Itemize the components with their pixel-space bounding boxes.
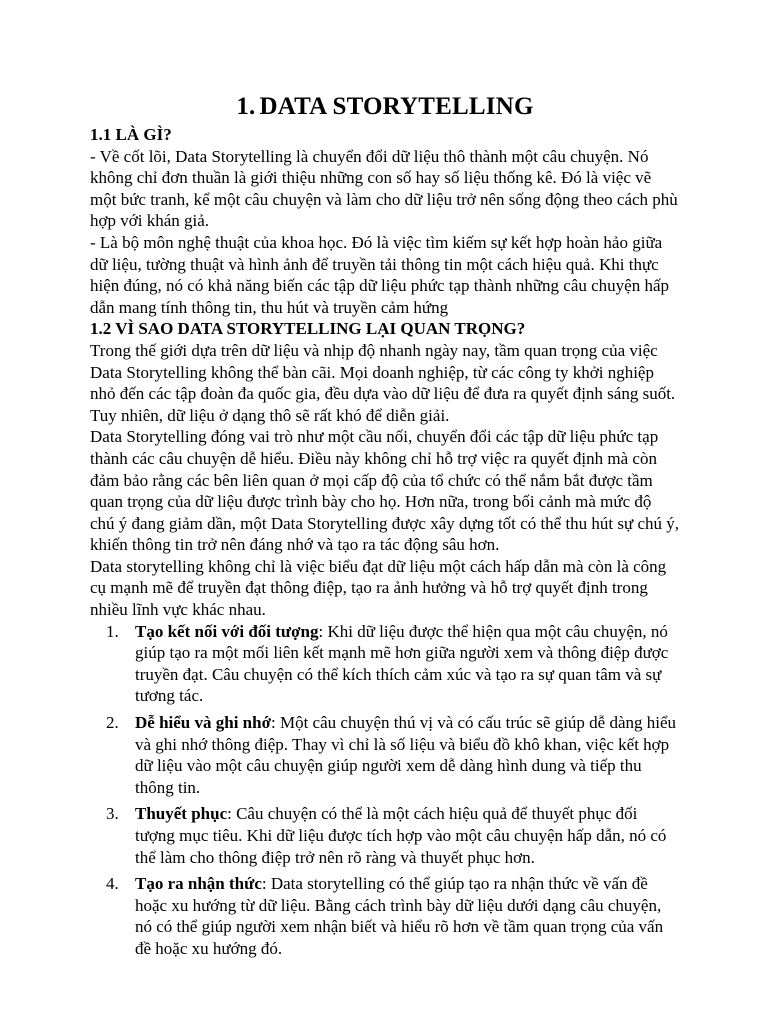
title-text: DATA STORYTELLING — [259, 93, 534, 120]
paragraph: Trong thế giới dựa trên dữ liệu và nhịp độ nhanh ngày nay, tầm quan trọng của việc Data Storytelling không thể bàn cãi. Mọi doanh nghiệp, từ các công ty khởi nghiệp nhỏ đến các tập đoàn đa quốc gia, đều dựa vào dữ liệu để đưa ra quyết định sáng suốt. Tuy nhiên, dữ liệu ở dạng thô sẽ rất khó để diễn giải. — [90, 340, 676, 425]
list-item — [106, 621, 680, 707]
list-item-term: Tạo ra nhận thức — [135, 874, 262, 894]
benefits-list — [90, 621, 680, 960]
list-item-text: : Data storytelling có thể giúp tạo ra nhận thức về vấn đề hoặc xu hướng từ dữ liệu. Bằng cách trình bày dữ liệu dưới dạng câu chuyện, nó có thể giúp người xem nhận biết và hiểu rõ hơn về tầm quan trọng của vấn đề hoặc xu hướng đó. — [135, 874, 664, 958]
list-marker: 4. — [106, 874, 119, 894]
list-item — [106, 803, 680, 868]
section-heading: 1.1 LÀ GÌ? — [90, 125, 172, 144]
list-item-text: : Một câu chuyện thú vị và có cấu trúc sẽ giúp dễ dàng hiểu và ghi nhớ thông điệp. Thay vì chỉ là số liệu và biểu đồ khô khan, việc kết hợp dữ liệu vào một câu chuyện giúp người xem dễ dàng hình dung và tiếp thu thông tin. — [135, 713, 677, 797]
document-title — [90, 92, 680, 122]
list-marker: 1. — [106, 621, 119, 641]
list-item-term: Thuyết phục — [135, 804, 228, 824]
paragraph: Data storytelling không chỉ là việc biểu đạt dữ liệu một cách hấp dẫn mà còn là công cụ mạnh mẽ để truyền đạt thông điệp, tạo ra ảnh hưởng và hỗ trợ quyết định trong nhiều lĩnh vực khác nhau. — [90, 556, 667, 620]
title-number: 1. — [236, 93, 256, 120]
list-item — [106, 712, 680, 798]
list-marker: 2. — [106, 713, 119, 733]
list-item-term: Dễ hiểu và ghi nhớ — [135, 713, 271, 733]
section-why-important — [90, 318, 680, 959]
list-item-term: Tạo kết nối với đối tượng — [135, 621, 319, 641]
list-item-text: : Câu chuyện có thể là một cách hiệu quả để thuyết phục đối tượng mục tiêu. Khi dữ liệu được tích hợp vào một câu chuyện hấp dẫn, nó có thể làm cho thông điệp trở nên rõ ràng và thuyết phục hơn. — [135, 804, 667, 867]
document-page — [90, 92, 680, 965]
section-what-is — [90, 124, 680, 318]
section-heading: 1.2 VÌ SAO DATA STORYTELLING LẠI QUAN TRỌNG? — [90, 319, 526, 339]
paragraph: - Về cốt lõi, Data Storytelling là chuyển đổi dữ liệu thô thành một câu chuyện. Nó không chỉ đơn thuần là giới thiệu những con số hay số liệu thống kê. Đó là việc vẽ một bức tranh, kể một câu chuyện và làm cho dữ liệu trở nên sống động theo cách phù hợp với khán giả. — [90, 146, 678, 231]
paragraph: - Là bộ môn nghệ thuật của khoa học. Đó là việc tìm kiếm sự kết hợp hoàn hảo giữa dữ liệu, tường thuật và hình ảnh để truyền tải thông tin một cách hiệu quả. Khi thực hiện đúng, nó có khả năng biến các tập dữ liệu phức tạp thành những câu chuyện hấp dẫn mang tính thông tin, thu hút và truyền cảm hứng — [90, 232, 670, 317]
paragraph: Data Storytelling đóng vai trò như một cầu nối, chuyển đổi các tập dữ liệu phức tạp thành các câu chuyện dễ hiểu. Điều này không chỉ hỗ trợ việc ra quyết định mà còn đảm bảo rằng các bên liên quan ở mọi cấp độ của tổ chức có thể nắm bắt được tầm quan trọng của dữ liệu được trình bày cho họ. Hơn nữa, trong bối cảnh mà mức độ chú ý đang giảm dần, một Data Storytelling được xây dựng tốt có thể thu hút sự chú ý, khiến thông tin trở nên đáng nhớ và tạo ra tác động sâu hơn. — [90, 427, 680, 555]
list-item — [106, 873, 680, 959]
list-item-text: : Khi dữ liệu được thể hiện qua một câu chuyện, nó giúp tạo ra một mối liên kết mạnh mẽ hơn giữa người xem và thông điệp được truyền đạt. Câu chuyện có thể kích thích cảm xúc và tạo ra sự quan tâm và sự tương tác. — [135, 621, 669, 706]
list-marker: 3. — [106, 804, 119, 824]
